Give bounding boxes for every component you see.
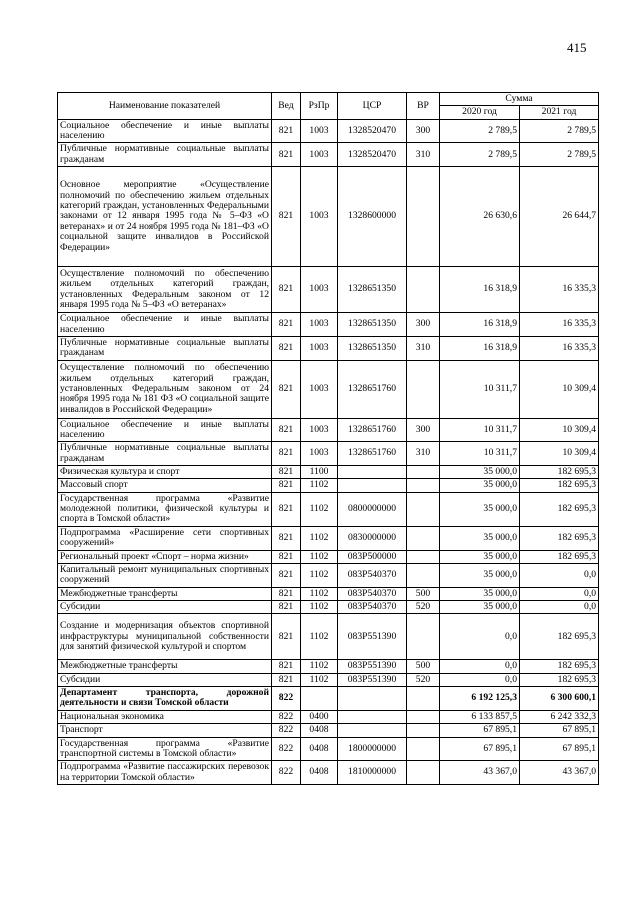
row-vr [407,550,440,563]
row-sum-2021: 6 300 600,1 [520,687,599,711]
row-vr: 310 [407,336,440,360]
row-vr [407,526,440,550]
row-ved: 822 [272,710,301,723]
row-csr: 1328600000 [338,167,407,267]
row-name: Публичные нормативные социальные выплаты гражданам [58,442,272,466]
row-rzpr: 0408 [301,737,338,761]
row-name: Межбюджетные трансферты [58,587,272,600]
row-ved: 821 [272,167,301,267]
row-ved: 821 [272,336,301,360]
row-ved: 821 [272,466,301,479]
row-csr: 083P551390 [338,673,407,686]
row-csr: 1810000000 [338,761,407,785]
header-vr: ВР [407,93,440,120]
row-ved: 822 [272,761,301,785]
row-name: Физическая культура и спорт [58,466,272,479]
row-sum-2021: 10 309,4 [520,360,599,418]
row-name: Государственная программа «Развитие транспортной системы в Томской области» [58,737,272,761]
row-sum-2021: 10 309,4 [520,418,599,442]
row-sum-2020: 6 133 857,5 [440,710,520,723]
row-sum-2020: 10 311,7 [440,360,520,418]
table-row [58,737,599,761]
row-sum-2020: 35 000,0 [440,587,520,600]
row-ved: 821 [272,673,301,686]
row-ved: 821 [272,442,301,466]
table-row [58,724,599,737]
row-name: Транспорт [58,724,272,737]
row-name: Социальное обеспечение и иные выплаты населению [58,418,272,442]
row-vr: 520 [407,600,440,613]
row-name: Капитальный ремонт муниципальных спортивных сооружений [58,563,272,587]
row-sum-2021: 16 335,3 [520,313,599,337]
table-row [58,143,599,167]
header-name: Наименование показателей [58,93,272,120]
row-rzpr: 1003 [301,442,338,466]
row-name: Департамент транспорта, дорожной деятельности и связи Томской области [58,687,272,711]
header-ved: Вед [272,93,301,120]
row-ved: 821 [272,418,301,442]
row-sum-2021: 0,0 [520,587,599,600]
row-rzpr: 1102 [301,600,338,613]
row-vr [407,167,440,267]
row-rzpr: 1102 [301,563,338,587]
header-2020: 2020 год [440,106,520,119]
row-sum-2020: 35 000,0 [440,492,520,526]
row-name: Подпрограмма «Развитие пассажирских перевозок на территории Томской области» [58,761,272,785]
row-ved: 821 [272,119,301,143]
row-sum-2021: 43 367,0 [520,761,599,785]
row-rzpr: 1003 [301,336,338,360]
row-vr [407,466,440,479]
row-csr: 1328520470 [338,119,407,143]
row-sum-2020: 10 311,7 [440,442,520,466]
row-vr [407,563,440,587]
row-vr: 310 [407,143,440,167]
page-number: 415 [567,40,587,55]
row-rzpr: 0400 [301,710,338,723]
row-name: Межбюджетные трансферты [58,660,272,673]
row-sum-2021: 6 242 332,3 [520,710,599,723]
row-name: Публичные нормативные социальные выплаты гражданам [58,143,272,167]
row-rzpr: 1100 [301,466,338,479]
row-csr: 1328651350 [338,267,407,313]
table-row [58,587,599,600]
row-name: Создание и модернизация объектов спортивной инфраструктуры муниципальной собственности для занятий физической культурой и спортом [58,614,272,660]
row-sum-2021: 2 789,5 [520,119,599,143]
table-row [58,614,599,660]
row-vr: 520 [407,673,440,686]
row-csr: 1328651760 [338,360,407,418]
table-row [58,442,599,466]
row-csr: 1328651350 [338,313,407,337]
row-rzpr [301,687,338,711]
row-ved: 821 [272,492,301,526]
row-ved: 821 [272,360,301,418]
row-rzpr: 1003 [301,313,338,337]
table-row [58,267,599,313]
row-name: Социальное обеспечение и иные выплаты населению [58,313,272,337]
row-rzpr: 0408 [301,761,338,785]
row-rzpr: 1102 [301,660,338,673]
row-rzpr: 0408 [301,724,338,737]
row-name: Субсидии [58,673,272,686]
row-csr: 083P500000 [338,550,407,563]
budget-table [57,92,599,785]
row-rzpr: 1003 [301,267,338,313]
row-sum-2020: 35 000,0 [440,563,520,587]
row-vr [407,724,440,737]
row-sum-2020: 0,0 [440,660,520,673]
row-vr [407,267,440,313]
row-sum-2020: 0,0 [440,614,520,660]
row-sum-2020: 2 789,5 [440,119,520,143]
row-ved: 821 [272,267,301,313]
row-sum-2021: 182 695,3 [520,479,599,492]
row-sum-2020: 67 895,1 [440,724,520,737]
row-sum-2020: 6 192 125,3 [440,687,520,711]
row-csr: 083P551390 [338,614,407,660]
row-sum-2021: 0,0 [520,563,599,587]
row-vr: 300 [407,119,440,143]
row-csr: 1328651350 [338,336,407,360]
row-rzpr: 1003 [301,119,338,143]
row-rzpr: 1102 [301,673,338,686]
row-sum-2020: 16 318,9 [440,313,520,337]
row-csr: 083P540370 [338,563,407,587]
row-sum-2021: 26 644,7 [520,167,599,267]
table-row [58,479,599,492]
row-vr [407,710,440,723]
row-vr: 500 [407,587,440,600]
row-sum-2020: 35 000,0 [440,466,520,479]
row-vr [407,761,440,785]
row-csr [338,687,407,711]
row-sum-2020: 35 000,0 [440,600,520,613]
row-sum-2021: 182 695,3 [520,614,599,660]
row-name: Социальное обеспечение и иные выплаты населению [58,119,272,143]
row-name: Массовый спорт [58,479,272,492]
row-rzpr: 1003 [301,167,338,267]
row-rzpr: 1003 [301,418,338,442]
row-vr [407,492,440,526]
row-rzpr: 1102 [301,614,338,660]
row-ved: 821 [272,600,301,613]
row-ved: 822 [272,724,301,737]
row-sum-2020: 10 311,7 [440,418,520,442]
row-vr: 300 [407,313,440,337]
header-2021: 2021 год [520,106,599,119]
table-row [58,336,599,360]
header-sum: Сумма [440,93,599,106]
row-sum-2021: 67 895,1 [520,737,599,761]
row-ved: 821 [272,313,301,337]
row-name: Региональный проект «Спорт – норма жизни» [58,550,272,563]
row-ved: 821 [272,550,301,563]
table-row [58,418,599,442]
row-sum-2020: 35 000,0 [440,526,520,550]
row-sum-2020: 0,0 [440,673,520,686]
row-vr [407,737,440,761]
table-row [58,526,599,550]
row-sum-2021: 10 309,4 [520,442,599,466]
row-ved: 821 [272,614,301,660]
row-ved: 821 [272,563,301,587]
table-row [58,563,599,587]
row-rzpr: 1003 [301,360,338,418]
row-ved: 821 [272,660,301,673]
row-sum-2020: 67 895,1 [440,737,520,761]
row-vr [407,614,440,660]
table-row [58,492,599,526]
row-sum-2020: 43 367,0 [440,761,520,785]
row-csr: 0800000000 [338,492,407,526]
row-ved: 821 [272,479,301,492]
row-csr [338,479,407,492]
row-sum-2020: 16 318,9 [440,336,520,360]
row-sum-2021: 182 695,3 [520,492,599,526]
row-sum-2021: 0,0 [520,600,599,613]
row-rzpr: 1102 [301,526,338,550]
row-sum-2020: 26 630,6 [440,167,520,267]
row-name: Подпрограмма «Расширение сети спортивных сооружений» [58,526,272,550]
table-row [58,710,599,723]
row-vr [407,687,440,711]
row-csr [338,466,407,479]
row-rzpr: 1003 [301,143,338,167]
row-name: Осуществление полномочий по обеспечению жильем отдельных категорий граждан, установленных Федеральным законом от 12 января 1995 года № 5–ФЗ «О ветеранах» [58,267,272,313]
table-row [58,360,599,418]
row-sum-2021: 182 695,3 [520,466,599,479]
row-csr: 083P540370 [338,600,407,613]
table-row [58,167,599,267]
row-name: Национальная экономика [58,710,272,723]
row-csr: 1328520470 [338,143,407,167]
row-sum-2021: 67 895,1 [520,724,599,737]
row-rzpr: 1102 [301,479,338,492]
table-row [58,466,599,479]
row-name: Государственная программа «Развитие молодежной политики, физической культуры и спорта в Томской области» [58,492,272,526]
row-vr [407,360,440,418]
row-ved: 821 [272,143,301,167]
table-row [58,660,599,673]
row-csr: 0830000000 [338,526,407,550]
row-sum-2020: 35 000,0 [440,479,520,492]
row-vr [407,479,440,492]
row-sum-2021: 182 695,3 [520,673,599,686]
row-name: Основное мероприятие «Осуществление полномочий по обеспечению жильем отдельных категорий граждан, установленных Федеральными законами от 12 января 1995 года № 5–ФЗ «О ветеранах» и от 24 ноября 1995 года № 181–ФЗ «О социальной защите инвалидов в Российской Федерации» [58,167,272,267]
row-csr: 1800000000 [338,737,407,761]
table-row [58,761,599,785]
row-vr: 310 [407,442,440,466]
row-sum-2020: 16 318,9 [440,267,520,313]
row-sum-2021: 182 695,3 [520,660,599,673]
row-csr: 1328651760 [338,418,407,442]
table-row [58,687,599,711]
row-sum-2021: 182 695,3 [520,550,599,563]
row-csr: 1328651760 [338,442,407,466]
row-ved: 821 [272,587,301,600]
row-rzpr: 1102 [301,492,338,526]
header-rzpr: РзПр [301,93,338,120]
row-sum-2021: 2 789,5 [520,143,599,167]
row-ved: 822 [272,687,301,711]
row-vr: 500 [407,660,440,673]
row-csr [338,724,407,737]
row-sum-2020: 2 789,5 [440,143,520,167]
row-name: Осуществление полномочий по обеспечению жильем отдельных категорий граждан, установленных Федеральным законом от 24 ноября 1995 года № 181 ФЗ «О социальной защите инвалидов в Российской Федерации» [58,360,272,418]
row-sum-2021: 182 695,3 [520,526,599,550]
row-csr: 083P551390 [338,660,407,673]
table-row [58,313,599,337]
table-row [58,119,599,143]
header-csr: ЦСР [338,93,407,120]
row-sum-2021: 16 335,3 [520,267,599,313]
row-sum-2021: 16 335,3 [520,336,599,360]
table-row [58,550,599,563]
row-rzpr: 1102 [301,587,338,600]
table-row [58,600,599,613]
row-sum-2020: 35 000,0 [440,550,520,563]
row-csr: 083P540370 [338,587,407,600]
row-name: Субсидии [58,600,272,613]
row-name: Публичные нормативные социальные выплаты гражданам [58,336,272,360]
row-csr [338,710,407,723]
table-row [58,673,599,686]
row-vr: 300 [407,418,440,442]
row-ved: 821 [272,526,301,550]
row-ved: 822 [272,737,301,761]
row-rzpr: 1102 [301,550,338,563]
